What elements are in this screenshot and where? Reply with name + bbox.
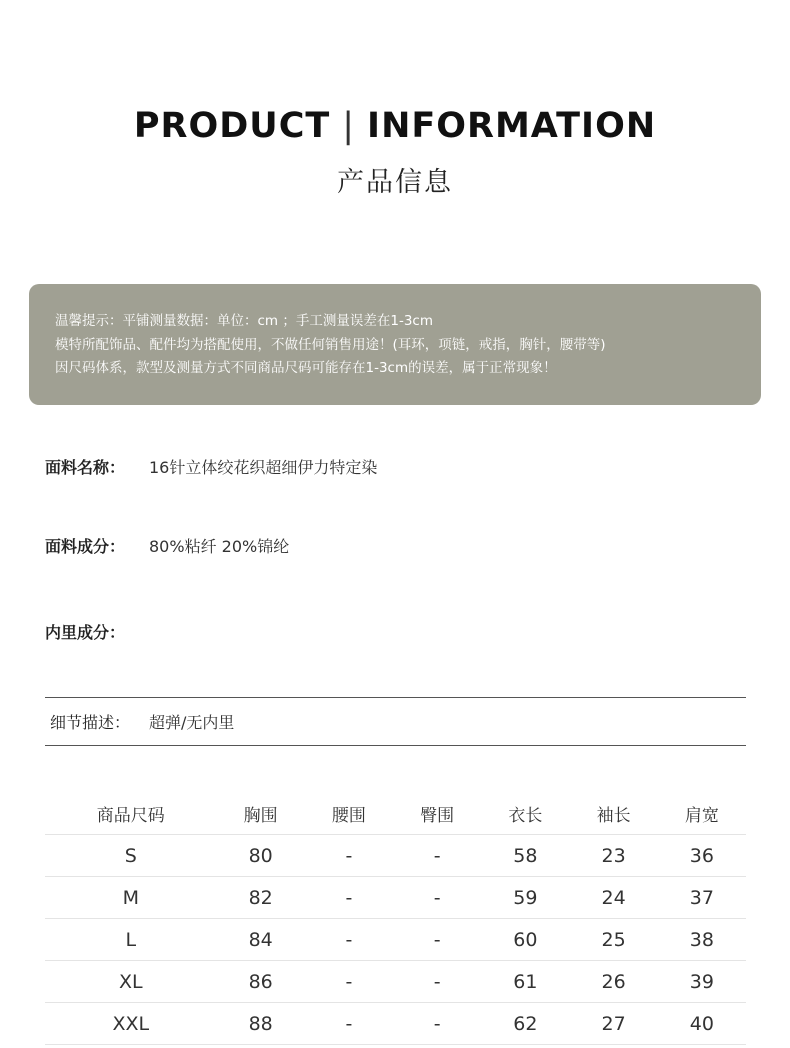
table-cell: - — [305, 919, 393, 961]
header-bust: 胸围 — [217, 792, 305, 835]
table-cell: 86 — [217, 961, 305, 1003]
table-cell: - — [305, 835, 393, 877]
table-cell: 80 — [217, 835, 305, 877]
table-cell: 38 — [658, 919, 746, 961]
table-cell: 88 — [217, 1003, 305, 1045]
table-cell: 40 — [658, 1003, 746, 1045]
detail-label: 细节描述： — [50, 713, 131, 732]
header-waist: 腰围 — [305, 792, 393, 835]
table-cell: 61 — [481, 961, 569, 1003]
title-product: PRODUCT — [133, 106, 331, 146]
notice-line-3: 因尺码体系，款型及测量方式不同商品尺码可能存在1-3cm的误差，属于正常现象！ — [55, 360, 557, 376]
table-cell: - — [305, 877, 393, 919]
size-table-header — [45, 792, 746, 835]
header-hip: 臀围 — [393, 792, 481, 835]
table-cell: 37 — [658, 877, 746, 919]
page-title-en — [0, 106, 790, 146]
table-cell: 62 — [481, 1003, 569, 1045]
fabric-composition-label: 面料成分： — [45, 537, 126, 556]
detail-value: 超弹/无内里 — [149, 713, 235, 732]
table-cell: 84 — [217, 919, 305, 961]
table-cell: - — [393, 919, 481, 961]
header-length: 衣长 — [481, 792, 569, 835]
fabric-composition-value: 80%粘纤 20%锦纶 — [149, 537, 290, 556]
table-cell: - — [393, 877, 481, 919]
table-cell: 24 — [570, 877, 658, 919]
table-row — [45, 1003, 746, 1045]
notice-line-2: 模特所配饰品、配件均为搭配使用，不做任何销售用途！(耳环，项链，戒指，胸针，腰带等) — [55, 336, 606, 353]
table-cell: 25 — [570, 919, 658, 961]
notice-box — [29, 284, 761, 405]
header-shoulder: 肩宽 — [658, 792, 746, 835]
table-cell: 60 — [481, 919, 569, 961]
table-cell: 27 — [570, 1003, 658, 1045]
fabric-composition-row — [45, 534, 289, 557]
notice-line-1: 温馨提示：平铺测量数据：单位：cm ；手工测量误差在1-3cm — [55, 313, 433, 329]
table-cell: XL — [45, 961, 217, 1003]
fabric-name-row — [45, 455, 377, 478]
table-cell: 36 — [658, 835, 746, 877]
table-cell: S — [45, 835, 217, 877]
fabric-name-label: 面料名称： — [45, 458, 126, 477]
table-row — [45, 835, 746, 877]
detail-row — [45, 697, 746, 746]
lining-composition-row — [45, 620, 149, 643]
table-cell: 59 — [481, 877, 569, 919]
table-cell: 82 — [217, 877, 305, 919]
table-cell: 58 — [481, 835, 569, 877]
table-cell: - — [393, 961, 481, 1003]
table-cell: - — [305, 1003, 393, 1045]
header-size: 商品尺码 — [45, 792, 217, 835]
table-cell: L — [45, 919, 217, 961]
size-table — [45, 792, 746, 1045]
table-row — [45, 961, 746, 1003]
table-cell: 26 — [570, 961, 658, 1003]
table-cell: 39 — [658, 961, 746, 1003]
fabric-name-value: 16针立体绞花织超细伊力特定染 — [149, 458, 378, 477]
title-separator: | — [342, 106, 356, 146]
table-cell: 23 — [570, 835, 658, 877]
table-cell: - — [305, 961, 393, 1003]
header-sleeve: 袖长 — [570, 792, 658, 835]
table-cell: - — [393, 1003, 481, 1045]
lining-composition-label: 内里成分： — [45, 623, 126, 642]
title-information: INFORMATION — [367, 106, 657, 146]
table-row — [45, 877, 746, 919]
table-cell: XXL — [45, 1003, 217, 1045]
page-title-cn: 产品信息 — [337, 167, 453, 198]
table-row — [45, 919, 746, 961]
table-cell: M — [45, 877, 217, 919]
table-cell: - — [393, 835, 481, 877]
